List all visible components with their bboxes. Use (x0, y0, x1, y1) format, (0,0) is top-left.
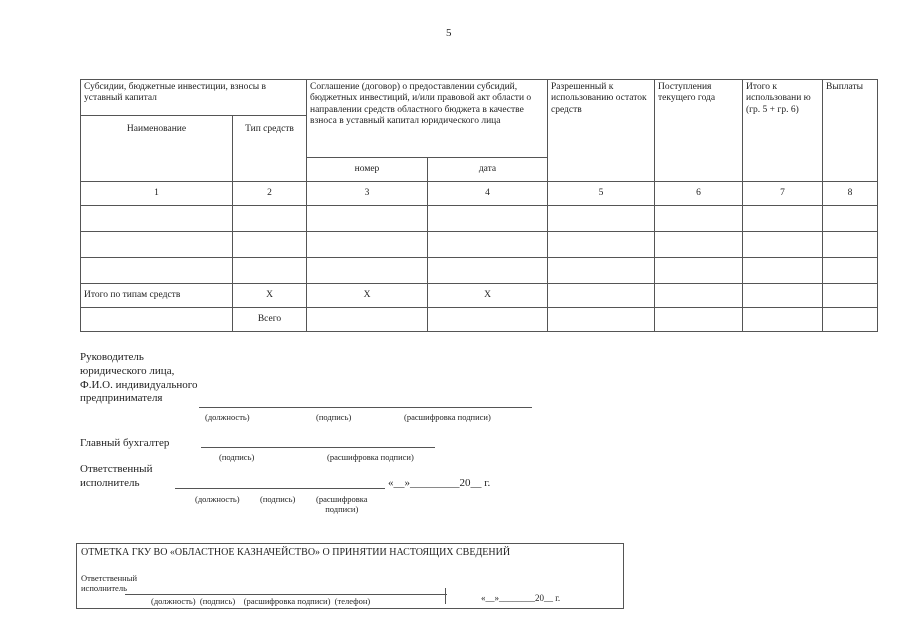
header-number: номер (307, 158, 428, 182)
head-signature-line[interactable] (199, 407, 532, 408)
treasury-mark-title: ОТМЕТКА ГКУ ВО «ОБЛАСТНОЕ КАЗНАЧЕЙСТВО» О ПРИНЯТИИ НАСТОЯЩИХ СВЕДЕНИЙ (81, 547, 511, 558)
date-field[interactable]: «__»_________20__ г. (388, 477, 491, 489)
x-mark: X (233, 284, 307, 308)
header-type: Тип средств (233, 116, 307, 182)
signature-caption: (подпись) (316, 412, 352, 422)
col-num: 8 (823, 182, 878, 206)
header-name: Наименование (81, 116, 233, 182)
grand-total-label: Всего (233, 308, 307, 332)
stamp-captions: (должность) (подпись) (расшифровка подписи) (телефон) (151, 596, 371, 606)
treasury-mark-box (76, 543, 624, 609)
totals-label: Итого по типам средств (81, 284, 233, 308)
table-row (81, 258, 878, 284)
stamp-signature-line[interactable] (125, 594, 447, 595)
col-num: 5 (548, 182, 655, 206)
column-numbers-row (81, 182, 878, 206)
header-current-income: Поступления текущего года (655, 80, 743, 182)
grand-total-row (81, 308, 878, 332)
table-row (81, 206, 878, 232)
col-num: 7 (743, 182, 823, 206)
x-mark: X (428, 284, 548, 308)
head-label: Руководитель юридического лица, Ф.И.О. индивидуального предпринимателя (80, 351, 198, 405)
totals-by-type-row (81, 284, 878, 308)
responsible-label: Ответственный исполнитель (80, 463, 153, 489)
col-num: 2 (233, 182, 307, 206)
chief-accountant-label: Главный бухгалтер (80, 437, 170, 449)
accountant-signature-line[interactable] (201, 447, 435, 448)
header-agreement: Соглашение (договор) о предоставлении субсидий, бюджетных инвестиций, и/или правовой акт области о направлении средств областного бюджета в качестве взноса в уставный капитал юридического лица (307, 80, 548, 158)
table-row (81, 232, 878, 258)
header-allowed-balance: Разрешенный к использованию остаток средств (548, 80, 655, 182)
decoding-caption: (расшифровка подписи) (316, 494, 368, 514)
signature-caption: (подпись) (260, 494, 296, 504)
funds-table (80, 79, 878, 332)
col-num: 6 (655, 182, 743, 206)
responsible-signature-line[interactable] (175, 488, 385, 489)
header-total-use: Итого к использовани ю (гр. 5 + гр. 6) (743, 80, 823, 182)
signature-caption: (подпись) (219, 452, 255, 462)
col-num: 1 (81, 182, 233, 206)
stamp-date-field[interactable]: «__»________20__ г. (481, 593, 561, 603)
stamp-responsible-label: Ответственный исполнитель (81, 573, 137, 594)
page-number: 5 (446, 27, 452, 39)
position-caption: (должность) (205, 412, 250, 422)
decoding-caption: (расшифровка подписи) (404, 412, 491, 422)
stamp-divider (445, 588, 446, 604)
col-num: 4 (428, 182, 548, 206)
header-date: дата (428, 158, 548, 182)
col-num: 3 (307, 182, 428, 206)
x-mark: X (307, 284, 428, 308)
decoding-caption: (расшифровка подписи) (327, 452, 414, 462)
position-caption: (должность) (195, 494, 240, 504)
header-payments: Выплаты (823, 80, 878, 182)
header-subsidies: Субсидии, бюджетные инвестиции, взносы в уставный капитал (81, 80, 307, 116)
